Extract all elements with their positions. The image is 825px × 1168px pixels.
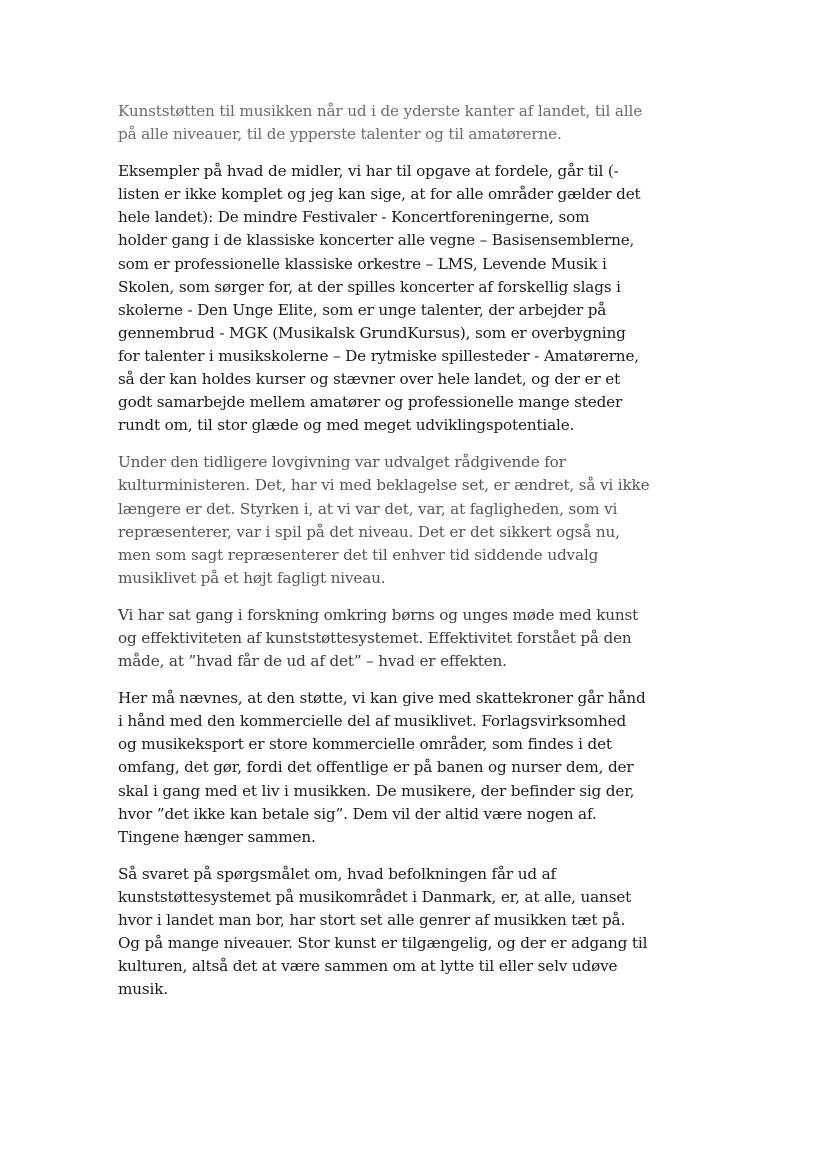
paragraph-line: omfang, det gør, fordi det offentlige er på banen og nurser dem, der: [118, 758, 634, 777]
paragraph-line: på alle niveauer, til de ypperste talenter og til amatørerne.: [118, 125, 562, 144]
paragraph-line: musik.: [118, 980, 168, 999]
paragraph-line: Så svaret på spørgsmålet om, hvad befolkningen får ud af: [118, 864, 556, 883]
paragraph-line: og effektiviteten af kunststøttesystemet. Effektivitet forstået på den: [118, 628, 632, 647]
paragraph-line: musiklivet på et højt fagligt niveau.: [118, 568, 386, 587]
paragraph-line: listen er ikke komplet og jeg kan sige, at for alle områder gælder det: [118, 185, 641, 204]
paragraph-line: Under den tidligere lovgivning var udvalget rådgivende for: [118, 453, 566, 472]
paragraph-6: [118, 863, 698, 1002]
paragraph-line: skal i gang med et liv i musikken. De musikere, der befinder sig der,: [118, 781, 635, 800]
paragraph-line: repræsenterer, var i spil på det niveau. Det er det sikkert også nu,: [118, 522, 620, 541]
paragraph-4: [118, 604, 698, 673]
paragraph-line: holder gang i de klassiske koncerter alle vegne – Basisensemblerne,: [118, 231, 635, 250]
paragraph-2: [118, 160, 698, 437]
paragraph-line: hvor i landet man bor, har stort set alle genrer af musikken tæt på.: [118, 911, 626, 929]
paragraph-line: i hånd med den kommercielle del af musiklivet. Forlagsvirksomhed: [118, 712, 627, 731]
paragraph-line: skolerne - Den Unge Elite, som er unge talenter, der arbejder på: [118, 300, 607, 319]
paragraph-line: kulturministeren. Det, har vi med beklagelse set, er ændret, så vi ikke: [118, 476, 650, 495]
paragraph-line: gennembrud - MGK (Musikalsk GrundKursus), som er overbygning: [118, 323, 626, 342]
paragraph-line: så der kan holdes kurser og stævner over hele landet, og der er et: [118, 370, 621, 389]
paragraph-line: godt samarbejde mellem amatører og professionelle mange steder: [118, 393, 623, 412]
paragraph-line: Skolen, som sørger for, at der spilles koncerter af forskellig slags i: [118, 277, 621, 296]
paragraph-line: for talenter i musikskolerne – De rytmiske spillesteder - Amatørerne,: [118, 346, 639, 365]
paragraph-line: måde, at ”hvad får de ud af det” – hvad er effekten.: [118, 652, 507, 671]
paragraph-1: [118, 100, 698, 146]
paragraph-line: rundt om, til stor glæde og med meget udviklingspotentiale.: [118, 416, 575, 435]
paragraph-line: kunststøttesystemet på musikområdet i Danmark, er, at alle, uanset: [118, 887, 632, 906]
paragraph-line: Eksempler på hvad de midler, vi har til opgave at fordele, går til (-: [118, 162, 619, 181]
paragraph-line: kulturen, altså det at være sammen om at lytte til eller selv udøve: [118, 957, 618, 976]
paragraph-line: hvor ”det ikke kan betale sig”. Dem vil der altid være nogen af.: [118, 804, 597, 823]
paragraph-line: Vi har sat gang i forskning omkring børns og unges møde med kunst: [118, 605, 639, 624]
paragraph-line: Og på mange niveauer. Stor kunst er tilgængelig, og der er adgang til: [118, 934, 648, 953]
paragraph-line: hele landet): De mindre Festivaler - Koncertforeningerne, som: [118, 208, 590, 227]
document-body: [118, 100, 698, 1015]
paragraph-line: Tingene hænger sammen.: [118, 827, 316, 846]
paragraph-line: længere er det. Styrken i, at vi var det, var, at fagligheden, som vi: [118, 499, 618, 518]
paragraph-line: men som sagt repræsenterer det til enhver tid siddende udvalg: [118, 545, 599, 564]
paragraph-line: og musikeksport er store kommercielle områder, som findes i det: [118, 735, 612, 754]
paragraph-5: [118, 687, 698, 849]
paragraph-line: som er professionelle klassiske orkestre – LMS, Levende Musik i: [118, 254, 607, 273]
paragraph-3: [118, 451, 698, 590]
paragraph-line: Her må nævnes, at den støtte, vi kan give med skattekroner går hånd: [118, 689, 646, 708]
paragraph-line: Kunststøtten til musikken når ud i de yderste kanter af landet, til alle: [118, 102, 643, 120]
